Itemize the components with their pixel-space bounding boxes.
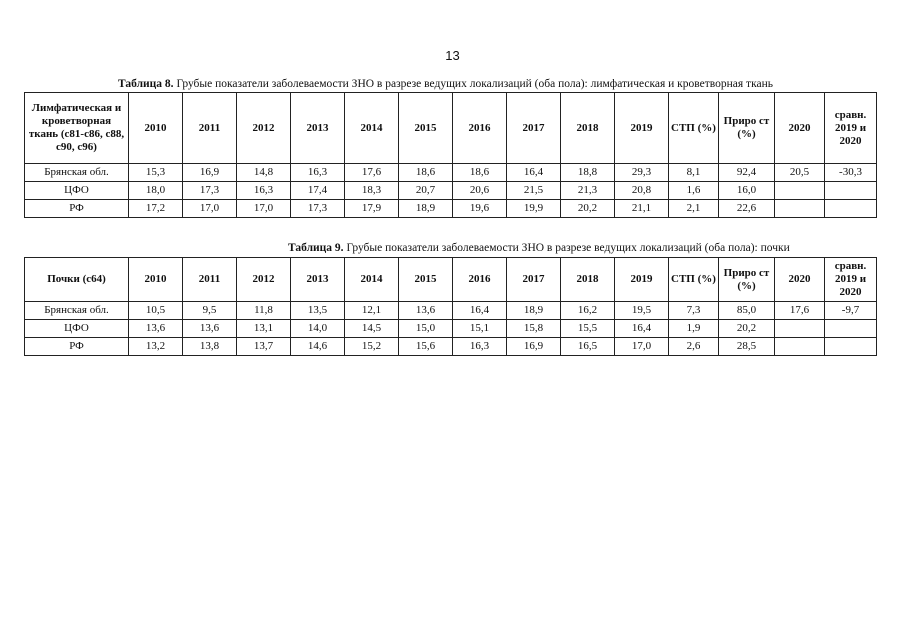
table8-cell <box>775 200 825 218</box>
table8-cell: 16,9 <box>183 164 237 182</box>
table9 <box>24 257 877 356</box>
table8-cell: 92,4 <box>719 164 775 182</box>
table9-cell: 2,6 <box>669 338 719 356</box>
table8-caption <box>118 78 773 90</box>
table8-cell: 18,8 <box>561 164 615 182</box>
table9-cell: 10,5 <box>129 302 183 320</box>
table8-cell: 20,7 <box>399 182 453 200</box>
table9-cell: 16,2 <box>561 302 615 320</box>
table8-header-cell: 2016 <box>453 93 507 164</box>
table9-header-cell: 2019 <box>615 258 669 302</box>
table8-cell: 1,6 <box>669 182 719 200</box>
table9-cell: 16,3 <box>453 338 507 356</box>
table9-cell: РФ <box>25 338 129 356</box>
table9-cell: 7,3 <box>669 302 719 320</box>
table8-cell: 20,8 <box>615 182 669 200</box>
table9-header-cell: 2018 <box>561 258 615 302</box>
table8-header-cell: сравн. 2019 и 2020 <box>825 93 877 164</box>
table9-cell: 14,5 <box>345 320 399 338</box>
table8-cell: 18,9 <box>399 200 453 218</box>
table9-cell: -9,7 <box>825 302 877 320</box>
table8-header-cell: СТП (%) <box>669 93 719 164</box>
table9-header-cell: сравн. 2019 и 2020 <box>825 258 877 302</box>
table9-cell: 13,5 <box>291 302 345 320</box>
table8-cell: РФ <box>25 200 129 218</box>
table8-cell <box>825 182 877 200</box>
table9-header-cell: 2014 <box>345 258 399 302</box>
table9-caption-text: Грубые показатели заболеваемости ЗНО в разрезе ведущих локализаций (оба пола): почки <box>343 242 790 254</box>
table8-caption-text: Грубые показатели заболеваемости ЗНО в разрезе ведущих локализаций (оба пола): лимфатическая и кроветворная ткань <box>173 78 773 90</box>
table9-header-cell: СТП (%) <box>669 258 719 302</box>
table9-header-cell: 2010 <box>129 258 183 302</box>
table8 <box>24 92 877 218</box>
table8-cell: 15,3 <box>129 164 183 182</box>
table8-cell: 16,0 <box>719 182 775 200</box>
table9-cell: 19,5 <box>615 302 669 320</box>
table8-caption-label: Таблица 8. <box>118 78 174 90</box>
table9-cell <box>775 320 825 338</box>
table8-cell: 20,2 <box>561 200 615 218</box>
table9-cell: 15,5 <box>561 320 615 338</box>
table9-cell: 20,2 <box>719 320 775 338</box>
table8-cell: 20,6 <box>453 182 507 200</box>
table8-cell: 21,1 <box>615 200 669 218</box>
table8-cell: 17,0 <box>237 200 291 218</box>
table9-cell: 15,8 <box>507 320 561 338</box>
table8-cell: 17,3 <box>291 200 345 218</box>
table8-cell: 17,9 <box>345 200 399 218</box>
table8-cell: 20,5 <box>775 164 825 182</box>
table8-header-cell: 2015 <box>399 93 453 164</box>
table9-cell <box>825 320 877 338</box>
table8-cell: 14,8 <box>237 164 291 182</box>
table9-header-cell: 2016 <box>453 258 507 302</box>
table9-cell: 11,8 <box>237 302 291 320</box>
table8-header-cell: 2013 <box>291 93 345 164</box>
table9-header-cell: 2011 <box>183 258 237 302</box>
table8-cell: 16,4 <box>507 164 561 182</box>
table9-header-cell: Приро ст (%) <box>719 258 775 302</box>
table8-cell: 16,3 <box>237 182 291 200</box>
table8-cell: 21,3 <box>561 182 615 200</box>
table9-cell: 15,1 <box>453 320 507 338</box>
table9-cell: 9,5 <box>183 302 237 320</box>
table9-cell: ЦФО <box>25 320 129 338</box>
table9-cell: 28,5 <box>719 338 775 356</box>
table9-header-cell: 2012 <box>237 258 291 302</box>
table9-cell: 15,2 <box>345 338 399 356</box>
table8-header-row <box>25 93 877 164</box>
table9-header-cell: 2015 <box>399 258 453 302</box>
table9-cell: 14,0 <box>291 320 345 338</box>
table8-header-cell: 2014 <box>345 93 399 164</box>
table9-cell: 12,1 <box>345 302 399 320</box>
table9-cell: 13,7 <box>237 338 291 356</box>
table9-header-cell: 2020 <box>775 258 825 302</box>
table8-cell: -30,3 <box>825 164 877 182</box>
table8-cell: 21,5 <box>507 182 561 200</box>
table9-cell: 15,0 <box>399 320 453 338</box>
table8-cell: 17,2 <box>129 200 183 218</box>
table9-cell: 13,1 <box>237 320 291 338</box>
table8-cell: 8,1 <box>669 164 719 182</box>
page-number: 13 <box>445 48 460 63</box>
table8-cell: 18,6 <box>453 164 507 182</box>
table8-cell: 29,3 <box>615 164 669 182</box>
table8-header-cell: 2018 <box>561 93 615 164</box>
table9-cell: 13,2 <box>129 338 183 356</box>
table8-cell: 18,3 <box>345 182 399 200</box>
table9-cell: 16,9 <box>507 338 561 356</box>
table8-cell: Брянская обл. <box>25 164 129 182</box>
table8-header-cell: 2012 <box>237 93 291 164</box>
table9-header-row <box>25 258 877 302</box>
table8-cell: 19,6 <box>453 200 507 218</box>
table9-cell: 17,6 <box>775 302 825 320</box>
table9-row <box>25 320 877 338</box>
table8-cell: 18,0 <box>129 182 183 200</box>
table9-cell: 16,4 <box>453 302 507 320</box>
table9-cell: 85,0 <box>719 302 775 320</box>
table8-cell: 16,3 <box>291 164 345 182</box>
table9-cell: 16,4 <box>615 320 669 338</box>
table9-cell: 13,6 <box>399 302 453 320</box>
table9-cell: 13,6 <box>183 320 237 338</box>
table8-row <box>25 200 877 218</box>
table9-cell: 13,8 <box>183 338 237 356</box>
table9-cell: 13,6 <box>129 320 183 338</box>
table9-header-cell: 2017 <box>507 258 561 302</box>
table8-header-cell: 2011 <box>183 93 237 164</box>
table8-cell: ЦФО <box>25 182 129 200</box>
table8-header-cell: Приро ст (%) <box>719 93 775 164</box>
table9-cell <box>775 338 825 356</box>
table9-cell: Брянская обл. <box>25 302 129 320</box>
table8-cell: 17,6 <box>345 164 399 182</box>
table8-row <box>25 164 877 182</box>
table8-header-cell: 2019 <box>615 93 669 164</box>
table8-cell: 17,3 <box>183 182 237 200</box>
table9-cell <box>825 338 877 356</box>
table9-cell: 17,0 <box>615 338 669 356</box>
table8-cell <box>825 200 877 218</box>
table8-cell: 17,4 <box>291 182 345 200</box>
table9-caption <box>288 242 790 254</box>
table9-caption-label: Таблица 9. <box>288 242 344 254</box>
table9-cell: 1,9 <box>669 320 719 338</box>
table9-header-cell: Почки (с64) <box>25 258 129 302</box>
table8-cell: 19,9 <box>507 200 561 218</box>
table9-cell: 18,9 <box>507 302 561 320</box>
table8-header-cell: Лимфатическая и кроветворная ткань (с81-с86, с88, с90, с96) <box>25 93 129 164</box>
table9-row <box>25 302 877 320</box>
table8-header-cell: 2010 <box>129 93 183 164</box>
table8-cell: 17,0 <box>183 200 237 218</box>
table8-cell: 2,1 <box>669 200 719 218</box>
table9-row <box>25 338 877 356</box>
table8-header-cell: 2017 <box>507 93 561 164</box>
table8-cell: 18,6 <box>399 164 453 182</box>
table8-row <box>25 182 877 200</box>
table9-header-cell: 2013 <box>291 258 345 302</box>
table9-cell: 15,6 <box>399 338 453 356</box>
table8-cell <box>775 182 825 200</box>
table8-header-cell: 2020 <box>775 93 825 164</box>
table9-cell: 16,5 <box>561 338 615 356</box>
table8-cell: 22,6 <box>719 200 775 218</box>
table9-cell: 14,6 <box>291 338 345 356</box>
